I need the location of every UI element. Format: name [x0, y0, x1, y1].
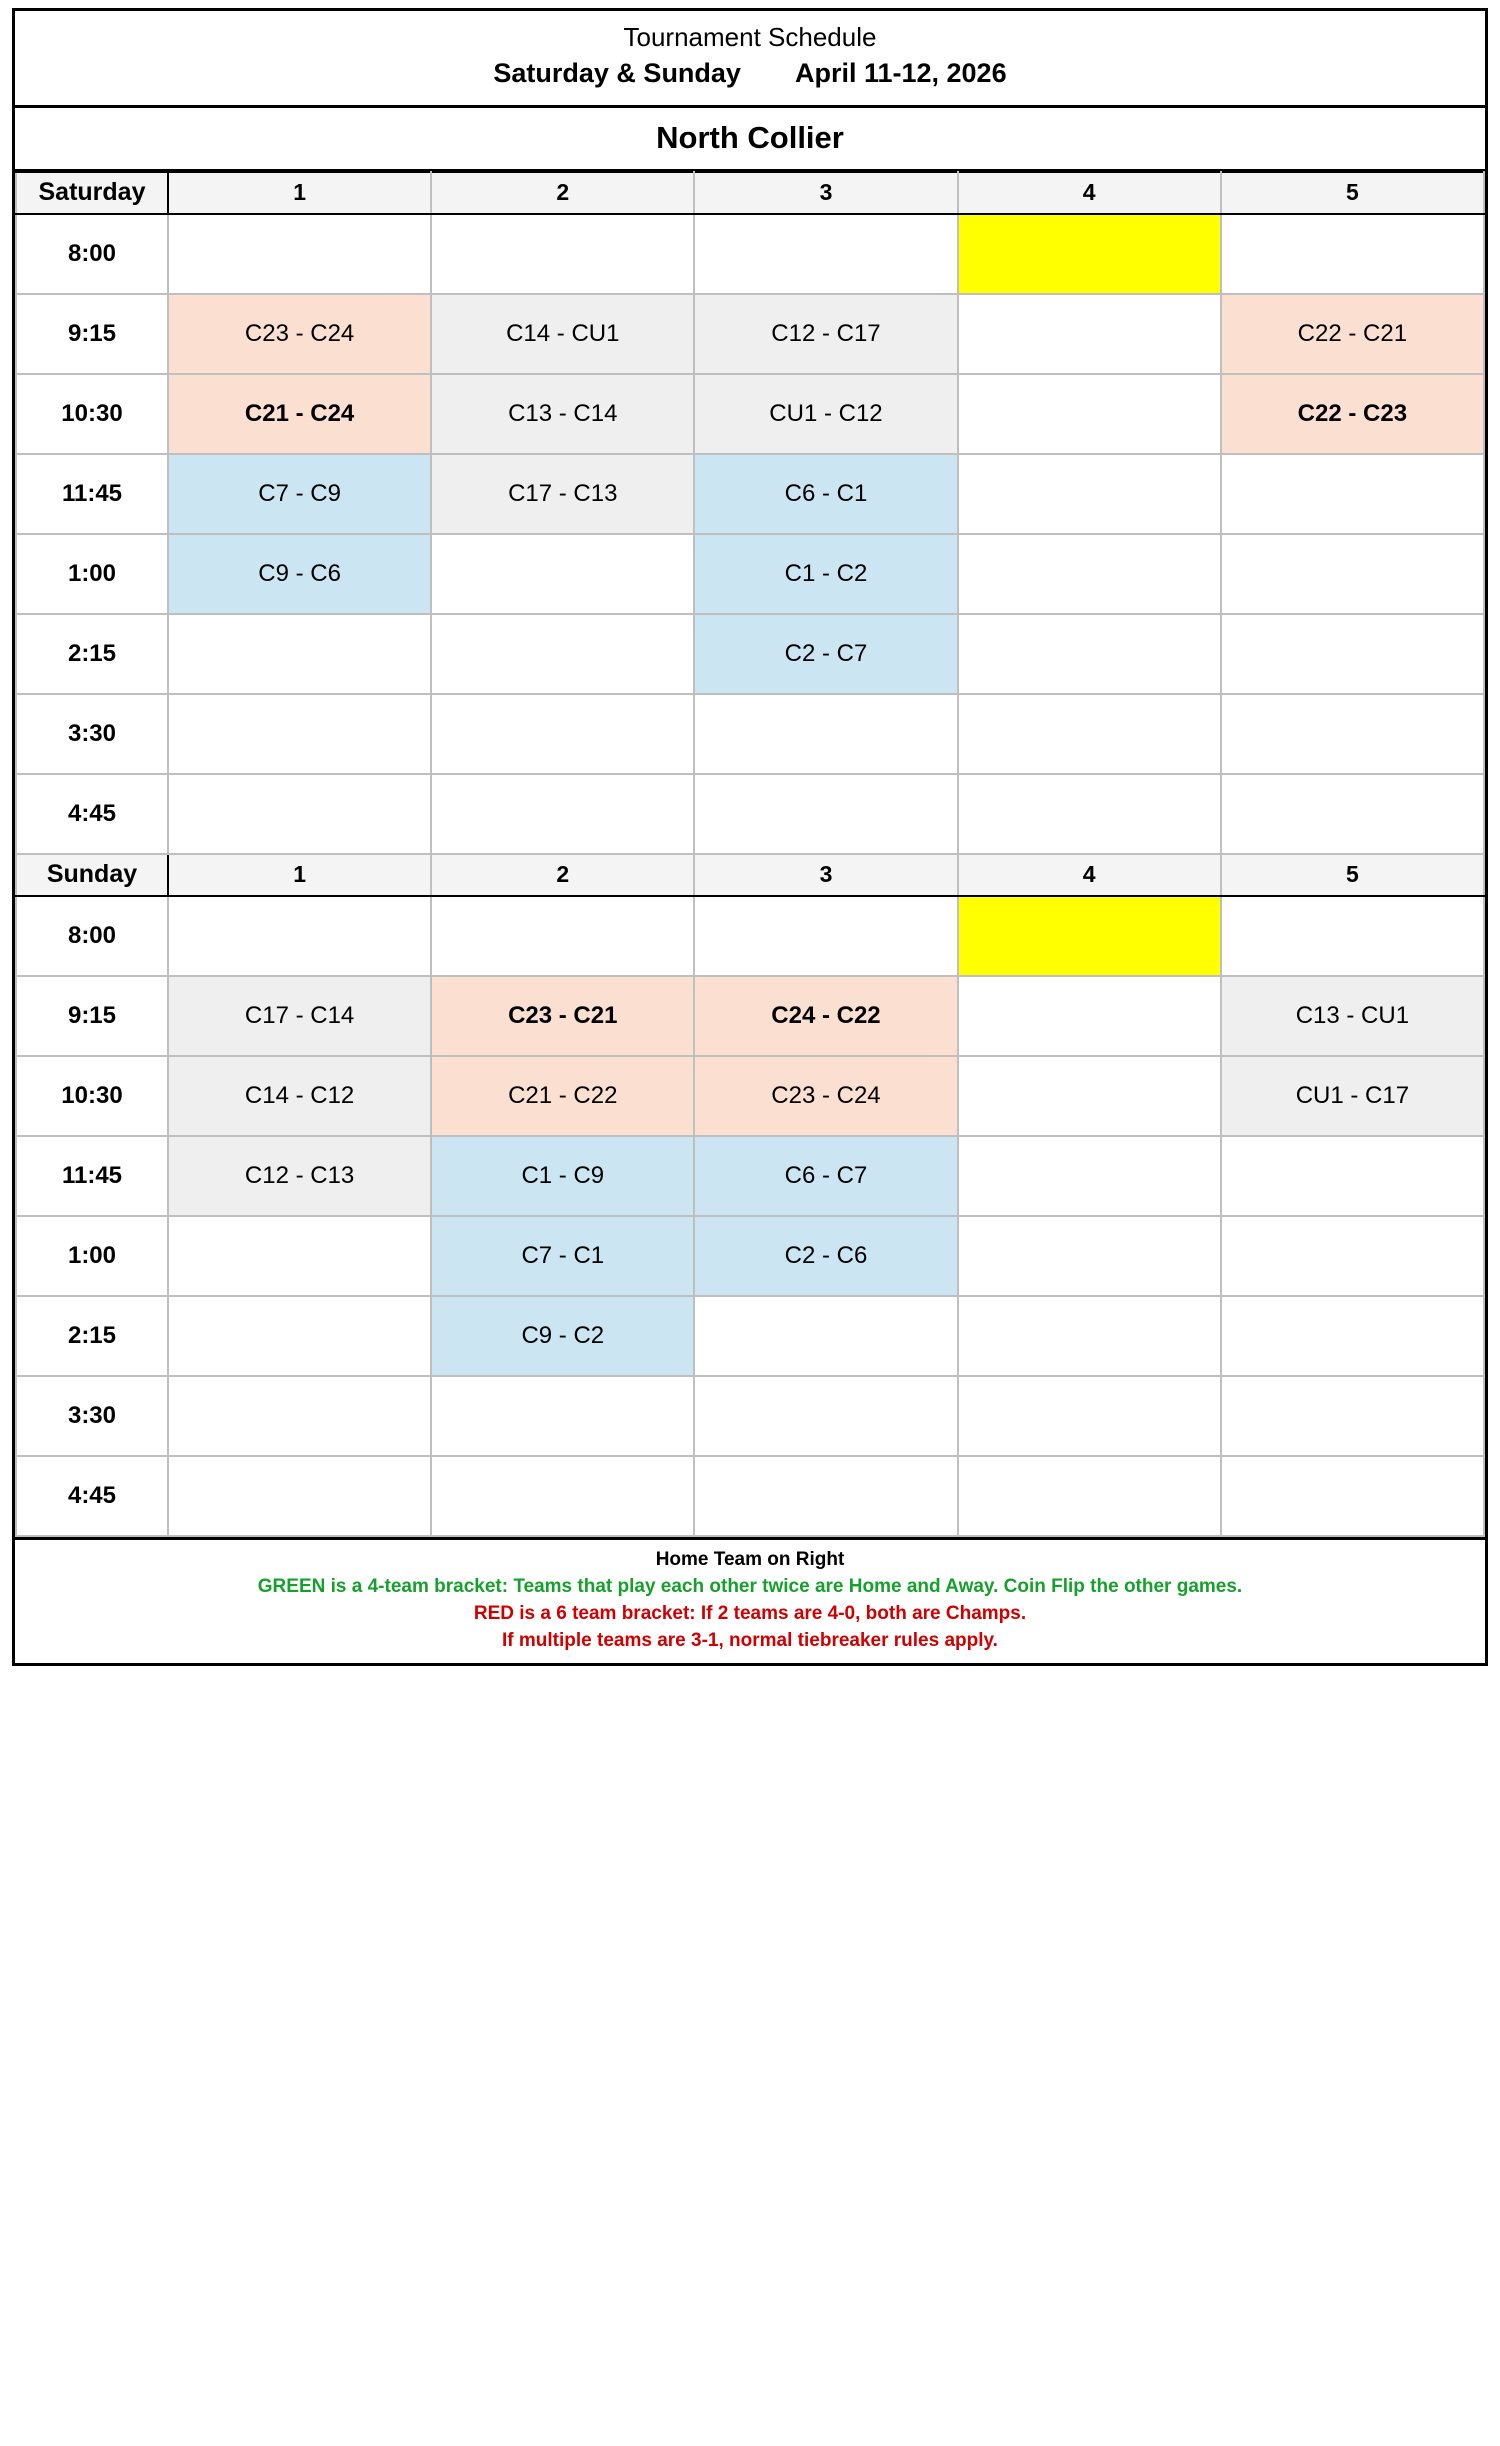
schedule-row	[16, 294, 1484, 374]
empty-cell[interactable]	[958, 1216, 1221, 1296]
header-days: Saturday & Sunday	[493, 57, 741, 88]
empty-cell[interactable]	[958, 614, 1221, 694]
empty-cell[interactable]	[694, 1296, 957, 1376]
game-cell[interactable]: C12 - C13	[168, 1136, 431, 1216]
empty-cell[interactable]	[1221, 1216, 1484, 1296]
empty-cell[interactable]	[1221, 1456, 1484, 1536]
schedule-row	[16, 1456, 1484, 1536]
empty-cell[interactable]	[958, 214, 1221, 294]
empty-cell[interactable]	[431, 214, 694, 294]
schedule-sheet	[12, 8, 1488, 1666]
time-slot-label: 4:45	[16, 774, 168, 854]
page-subtitle	[15, 56, 1485, 91]
time-slot-label: 10:30	[16, 1056, 168, 1136]
time-slot-label: 11:45	[16, 1136, 168, 1216]
day-header-row	[16, 854, 1484, 896]
game-cell[interactable]: C12 - C17	[694, 294, 957, 374]
empty-cell[interactable]	[958, 896, 1221, 976]
game-cell[interactable]: C24 - C22	[694, 976, 957, 1056]
empty-cell[interactable]	[168, 214, 431, 294]
time-slot-label: 9:15	[16, 294, 168, 374]
time-slot-label: 9:15	[16, 976, 168, 1056]
empty-cell[interactable]	[1221, 896, 1484, 976]
time-slot-label: 2:15	[16, 1296, 168, 1376]
game-cell[interactable]: C6 - C7	[694, 1136, 957, 1216]
legend-footer	[15, 1537, 1485, 1664]
schedule-row	[16, 614, 1484, 694]
legend-tiebreaker: If multiple teams are 3-1, normal tiebreaker rules apply.	[502, 1629, 998, 1651]
empty-cell[interactable]	[431, 1376, 694, 1456]
header-dates: April 11-12, 2026	[794, 57, 1007, 88]
time-slot-label: 1:00	[16, 534, 168, 614]
empty-cell[interactable]	[1221, 694, 1484, 774]
schedule-row	[16, 534, 1484, 614]
court-number-header: 2	[431, 854, 694, 896]
empty-cell[interactable]	[1221, 774, 1484, 854]
empty-cell[interactable]	[431, 774, 694, 854]
empty-cell[interactable]	[168, 896, 431, 976]
empty-cell[interactable]	[694, 774, 957, 854]
court-number-header: 3	[694, 172, 957, 214]
game-cell[interactable]: C23 - C24	[694, 1056, 957, 1136]
empty-cell[interactable]	[168, 694, 431, 774]
game-cell[interactable]: CU1 - C17	[1221, 1056, 1484, 1136]
schedule-row	[16, 1056, 1484, 1136]
empty-cell[interactable]	[694, 896, 957, 976]
game-cell[interactable]: C17 - C14	[168, 976, 431, 1056]
time-slot-label: 1:00	[16, 1216, 168, 1296]
legend-green-bracket: GREEN is a 4-team bracket: Teams that play each other twice are Home and Away. Coin Flip the other games.	[257, 1575, 1243, 1597]
empty-cell[interactable]	[958, 1056, 1221, 1136]
empty-cell[interactable]	[958, 1136, 1221, 1216]
game-cell[interactable]: C13 - CU1	[1221, 976, 1484, 1056]
empty-cell[interactable]	[168, 1296, 431, 1376]
game-cell[interactable]: C2 - C6	[694, 1216, 957, 1296]
empty-cell[interactable]	[694, 1376, 957, 1456]
game-cell[interactable]: C9 - C2	[431, 1296, 694, 1376]
schedule-row	[16, 694, 1484, 774]
empty-cell[interactable]	[431, 896, 694, 976]
game-cell[interactable]: C9 - C6	[168, 534, 431, 614]
empty-cell[interactable]	[694, 214, 957, 294]
game-cell[interactable]: C21 - C22	[431, 1056, 694, 1136]
empty-cell[interactable]	[958, 976, 1221, 1056]
empty-cell[interactable]	[958, 534, 1221, 614]
court-number-header: 3	[694, 854, 957, 896]
game-cell[interactable]: CU1 - C12	[694, 374, 957, 454]
empty-cell[interactable]	[694, 1456, 957, 1536]
court-number-header: 1	[168, 172, 431, 214]
empty-cell[interactable]	[1221, 1136, 1484, 1216]
empty-cell[interactable]	[958, 1456, 1221, 1536]
court-number-header: 2	[431, 172, 694, 214]
game-cell[interactable]: C14 - C12	[168, 1056, 431, 1136]
empty-cell[interactable]	[958, 1376, 1221, 1456]
schedule-row	[16, 374, 1484, 454]
game-cell[interactable]: C21 - C24	[168, 374, 431, 454]
court-number-header: 4	[958, 854, 1221, 896]
game-cell[interactable]: C1 - C2	[694, 534, 957, 614]
time-slot-label: 3:30	[16, 694, 168, 774]
game-cell[interactable]: C1 - C9	[431, 1136, 694, 1216]
court-number-header: 5	[1221, 172, 1484, 214]
empty-cell[interactable]	[958, 454, 1221, 534]
court-number-header: 5	[1221, 854, 1484, 896]
game-cell[interactable]: C22 - C23	[1221, 374, 1484, 454]
empty-cell[interactable]	[168, 1376, 431, 1456]
game-cell[interactable]: C13 - C14	[431, 374, 694, 454]
empty-cell[interactable]	[1221, 1296, 1484, 1376]
empty-cell[interactable]	[1221, 534, 1484, 614]
game-cell[interactable]: C7 - C1	[431, 1216, 694, 1296]
time-slot-label: 11:45	[16, 454, 168, 534]
empty-cell[interactable]	[168, 614, 431, 694]
empty-cell[interactable]	[958, 294, 1221, 374]
game-cell[interactable]: C14 - CU1	[431, 294, 694, 374]
time-slot-label: 3:30	[16, 1376, 168, 1456]
legend-red-bracket: RED is a 6 team bracket: If 2 teams are 4-0, both are Champs.	[473, 1602, 1027, 1624]
empty-cell[interactable]	[1221, 614, 1484, 694]
empty-cell[interactable]	[168, 1456, 431, 1536]
page-header	[15, 11, 1485, 108]
schedule-row	[16, 1296, 1484, 1376]
day-label: Sunday	[16, 854, 168, 896]
time-slot-label: 4:45	[16, 1456, 168, 1536]
time-slot-label: 2:15	[16, 614, 168, 694]
game-cell[interactable]: C6 - C1	[694, 454, 957, 534]
empty-cell[interactable]	[431, 694, 694, 774]
empty-cell[interactable]	[431, 534, 694, 614]
empty-cell[interactable]	[1221, 214, 1484, 294]
time-slot-label: 8:00	[16, 896, 168, 976]
empty-cell[interactable]	[958, 374, 1221, 454]
schedule-row	[16, 1216, 1484, 1296]
schedule-table	[15, 171, 1485, 1537]
day-header-row	[16, 172, 1484, 214]
empty-cell[interactable]	[958, 1296, 1221, 1376]
schedule-row	[16, 454, 1484, 534]
empty-cell[interactable]	[1221, 1376, 1484, 1456]
court-number-header: 1	[168, 854, 431, 896]
empty-cell[interactable]	[958, 774, 1221, 854]
time-slot-label: 10:30	[16, 374, 168, 454]
game-cell[interactable]: C23 - C21	[431, 976, 694, 1056]
game-cell[interactable]: C7 - C9	[168, 454, 431, 534]
page-title: Tournament Schedule	[623, 22, 877, 52]
venue-name: North Collier	[15, 108, 1485, 171]
schedule-row	[16, 896, 1484, 976]
empty-cell[interactable]	[694, 694, 957, 774]
game-cell[interactable]: C22 - C21	[1221, 294, 1484, 374]
schedule-row	[16, 1136, 1484, 1216]
empty-cell[interactable]	[1221, 454, 1484, 534]
empty-cell[interactable]	[168, 774, 431, 854]
time-slot-label: 8:00	[16, 214, 168, 294]
legend-home-team: Home Team on Right	[655, 1548, 845, 1570]
game-cell[interactable]: C23 - C24	[168, 294, 431, 374]
schedule-row	[16, 976, 1484, 1056]
day-label: Saturday	[16, 172, 168, 214]
schedule-row	[16, 1376, 1484, 1456]
game-cell[interactable]: C17 - C13	[431, 454, 694, 534]
schedule-row	[16, 214, 1484, 294]
empty-cell[interactable]	[168, 1216, 431, 1296]
empty-cell[interactable]	[431, 614, 694, 694]
schedule-row	[16, 774, 1484, 854]
game-cell[interactable]: C2 - C7	[694, 614, 957, 694]
empty-cell[interactable]	[431, 1456, 694, 1536]
court-number-header: 4	[958, 172, 1221, 214]
empty-cell[interactable]	[958, 694, 1221, 774]
